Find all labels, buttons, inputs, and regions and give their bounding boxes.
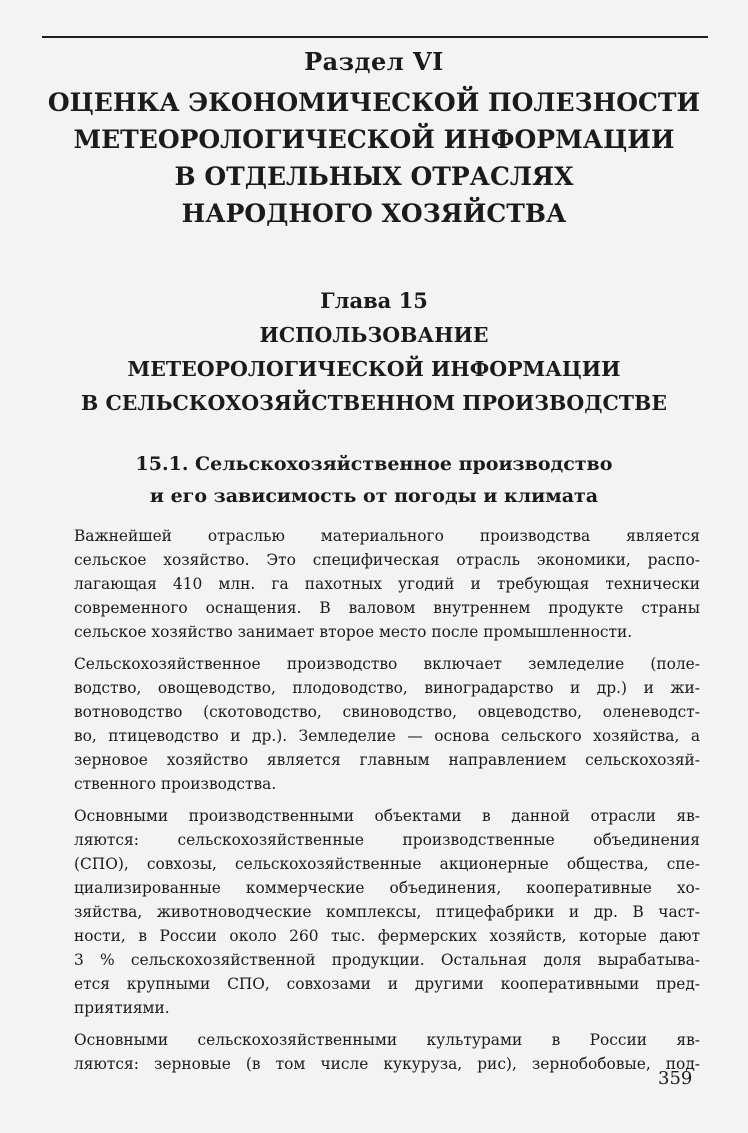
chapter-title-line: МЕТЕОРОЛОГИЧЕСКОЙ ИНФОРМАЦИИ bbox=[127, 357, 621, 381]
text-line: водство, овощеводство, плодоводство, виноградарство и др.) и жи- bbox=[74, 679, 700, 697]
text-line: ности, в России около 260 тыс. фермерских хозяйств, которые дают bbox=[74, 927, 700, 945]
top-rule bbox=[42, 36, 708, 38]
text-line: ляются: зерновые (в том числе кукуруза, рис), зернобобовые, под- bbox=[74, 1055, 700, 1073]
text-line: ется крупными СПО, совхозами и другими кооперативными пред- bbox=[74, 975, 700, 993]
text-line: сельское хозяйство занимает второе место после промышленности. bbox=[74, 623, 633, 641]
chapter-title-line: ИСПОЛЬЗОВАНИЕ bbox=[259, 323, 489, 347]
section-title-line: В ОТДЕЛЬНЫХ ОТРАСЛЯХ bbox=[174, 162, 574, 191]
chapter-title bbox=[20, 318, 728, 420]
page-number: 359 bbox=[658, 1068, 693, 1089]
text-line: зяйства, животноводческие комплексы, птицефабрики и др. В част- bbox=[74, 903, 700, 921]
text-line: во, птицеводство и др.). Земледелие — основа сельского хозяйства, а bbox=[74, 727, 700, 745]
text-line: Основными производственными объектами в данной отрасли яв- bbox=[74, 807, 700, 825]
chapter-label: Глава 15 bbox=[320, 288, 428, 313]
section-label: Раздел VI bbox=[304, 47, 444, 76]
chapter-title-line: В СЕЛЬСКОХОЗЯЙСТВЕННОМ ПРОИЗВОДСТВЕ bbox=[81, 391, 667, 415]
text-line: 3 % сельскохозяйственной продукции. Остальная доля вырабатыва- bbox=[74, 951, 700, 969]
text-line: Важнейшей отраслью материального производства является bbox=[74, 527, 700, 545]
text-line: ственного производства. bbox=[74, 775, 277, 793]
text-line: (СПО), совхозы, сельскохозяйственные акционерные общества, спе- bbox=[74, 855, 700, 873]
text-line: приятиями. bbox=[74, 999, 170, 1017]
text-line: циализированные коммерческие объединения, кооперативные хо- bbox=[74, 879, 700, 897]
paragraph bbox=[74, 1028, 700, 1076]
text-line: современного оснащения. В валовом внутреннем продукте страны bbox=[74, 599, 700, 617]
paragraph bbox=[74, 652, 700, 796]
section-title-line: НАРОДНОГО ХОЗЯЙСТВА bbox=[181, 199, 567, 228]
section-title-line: ОЦЕНКА ЭКОНОМИЧЕСКОЙ ПОЛЕЗНОСТИ bbox=[47, 88, 701, 117]
paragraph bbox=[74, 524, 700, 644]
text-line: сельское хозяйство. Это специфическая отрасль экономики, распо- bbox=[74, 551, 700, 569]
subsection-title-line: и его зависимость от погоды и климата bbox=[149, 485, 599, 507]
text-line: Сельскохозяйственное производство включает земледелие (поле- bbox=[74, 655, 700, 673]
body-text bbox=[74, 524, 700, 1084]
subsection-title-line: 15.1. Сельскохозяйственное производство bbox=[135, 453, 613, 475]
section-title bbox=[20, 84, 728, 232]
subsection-title bbox=[20, 448, 728, 512]
text-line: ляются: сельскохозяйственные производственные объединения bbox=[74, 831, 700, 849]
text-line: лагающая 410 млн. га пахотных угодий и требующая технически bbox=[74, 575, 700, 593]
paragraph bbox=[74, 804, 700, 1020]
section-title-line: МЕТЕОРОЛОГИЧЕСКОЙ ИНФОРМАЦИИ bbox=[73, 125, 675, 154]
text-line: зерновое хозяйство является главным направлением сельскохозяй- bbox=[74, 751, 700, 769]
text-line: Основными сельскохозяйственными культурами в России яв- bbox=[74, 1031, 700, 1049]
text-line: вотноводство (скотоводство, свиноводство, овцеводство, оленеводст- bbox=[74, 703, 700, 721]
